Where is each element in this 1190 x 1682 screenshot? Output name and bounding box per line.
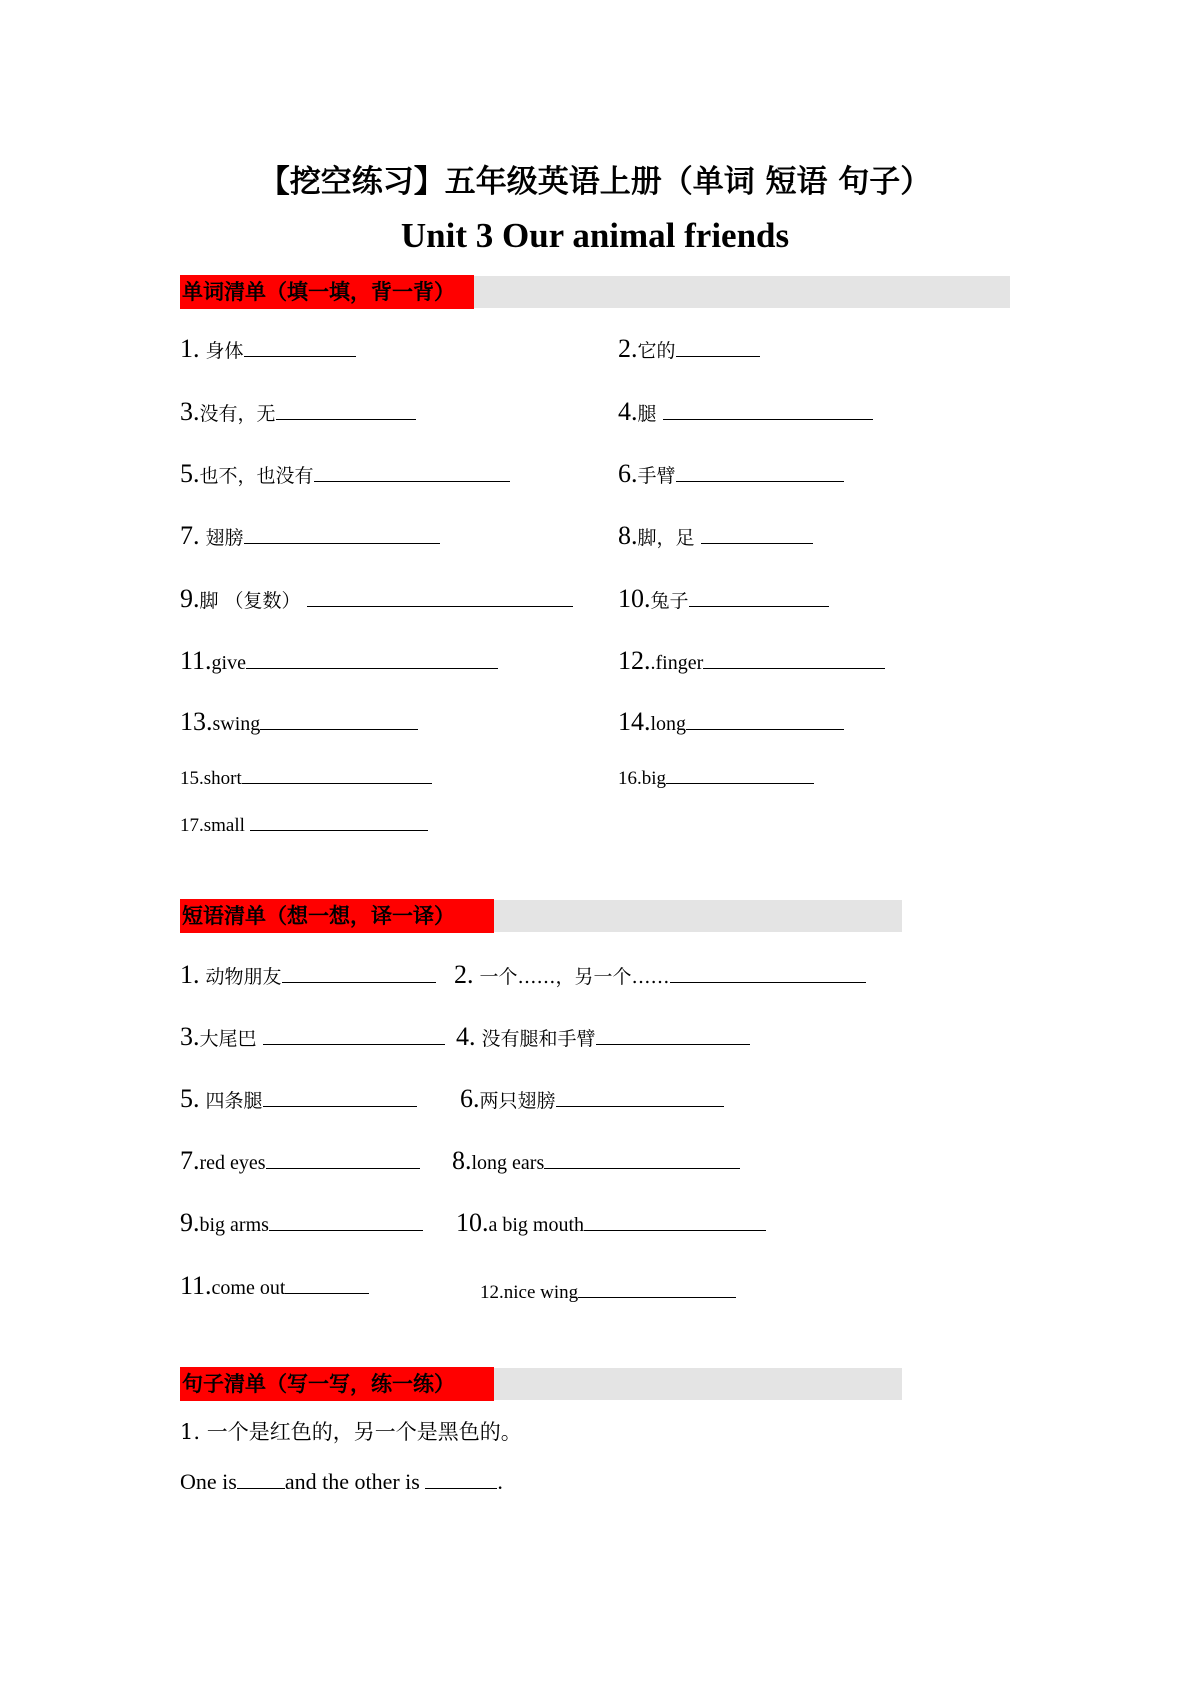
section-heading-words: 单词清单（填一填，背一背） (180, 275, 474, 309)
answer-blank[interactable] (314, 459, 510, 482)
section-header-words (180, 276, 1010, 308)
answer-blank[interactable] (246, 646, 498, 669)
answer-blank[interactable] (676, 459, 844, 482)
answer-blank[interactable] (237, 1466, 285, 1489)
sentence-cn-1: 1. 一个是红色的，另一个是黑色的。 (180, 1420, 522, 1444)
word-item-15: 15.short (180, 761, 432, 793)
answer-blank[interactable] (578, 1275, 736, 1298)
answer-blank[interactable] (670, 960, 866, 983)
word-item-4: 4.腿 (618, 397, 873, 428)
answer-blank[interactable] (676, 334, 760, 357)
answer-blank[interactable] (269, 1208, 423, 1231)
word-item-5: 5.也不，也没有 (180, 459, 510, 490)
answer-blank[interactable] (544, 1146, 740, 1169)
phrase-item-6: 6.两只翅膀 (460, 1084, 724, 1115)
answer-blank[interactable] (244, 334, 356, 357)
phrase-item-9: 9.big arms (180, 1208, 423, 1239)
answer-blank[interactable] (666, 761, 814, 784)
answer-blank[interactable] (425, 1466, 497, 1489)
section-header-phrases (180, 900, 902, 932)
answer-blank[interactable] (250, 808, 428, 831)
phrase-item-8: 8.long ears (452, 1146, 740, 1177)
word-item-2: 2.它的 (618, 334, 760, 365)
answer-blank[interactable] (701, 521, 813, 544)
phrase-item-4: 4. 没有腿和手臂 (456, 1022, 750, 1053)
answer-blank[interactable] (242, 761, 432, 784)
answer-blank[interactable] (703, 646, 885, 669)
answer-blank[interactable] (263, 1022, 445, 1045)
word-item-7: 7. 翅膀 (180, 521, 440, 552)
answer-blank[interactable] (266, 1146, 420, 1169)
answer-blank[interactable] (244, 521, 440, 544)
word-item-3: 3.没有，无 (180, 397, 416, 428)
answer-blank[interactable] (596, 1022, 750, 1045)
phrase-item-3: 3.大尾巴 (180, 1022, 445, 1053)
answer-blank[interactable] (285, 1271, 369, 1294)
phrase-item-5: 5. 四条腿 (180, 1084, 417, 1115)
phrase-item-10: 10.a big mouth (456, 1208, 766, 1239)
word-item-14: 14.long (618, 707, 844, 738)
answer-blank[interactable] (260, 707, 418, 730)
answer-blank[interactable] (686, 707, 844, 730)
answer-blank[interactable] (584, 1208, 766, 1231)
word-item-1: 1. 身体 (180, 334, 356, 365)
section-heading-sentences: 句子清单（写一写，练一练） (180, 1367, 494, 1401)
word-item-10: 10.兔子 (618, 584, 829, 615)
word-item-16: 16.big (618, 761, 814, 793)
phrase-item-7: 7.red eyes (180, 1146, 420, 1177)
word-item-13: 13.swing (180, 707, 418, 738)
answer-blank[interactable] (307, 584, 573, 607)
answer-blank[interactable] (556, 1084, 724, 1107)
answer-blank[interactable] (276, 397, 416, 420)
section-header-sentences (180, 1368, 902, 1400)
answer-blank[interactable] (663, 397, 873, 420)
answer-blank[interactable] (282, 960, 436, 983)
phrase-item-2: 2. 一个……，另一个…… (454, 960, 866, 991)
phrase-item-12: 12.nice wing (480, 1275, 736, 1307)
word-item-17: 17.small (180, 808, 428, 840)
page-title-cn: 【挖空练习】五年级英语上册（单词 短语 句子） (258, 164, 932, 200)
word-item-12: 12..finger (618, 646, 885, 677)
sentence-en-1: One is and the other is . (180, 1466, 503, 1495)
word-item-11: 11.give (180, 646, 498, 677)
section-heading-phrases: 短语清单（想一想，译一译） (180, 899, 494, 933)
word-item-9: 9.脚 （复数） (180, 584, 573, 615)
answer-blank[interactable] (263, 1084, 417, 1107)
phrase-item-1: 1. 动物朋友 (180, 960, 436, 991)
phrase-item-11: 11.come out (180, 1271, 369, 1302)
word-item-8: 8.脚，足 (618, 521, 813, 552)
page-title-en: Unit 3 Our animal friends (400, 216, 790, 255)
answer-blank[interactable] (689, 584, 829, 607)
word-item-6: 6.手臂 (618, 459, 844, 490)
